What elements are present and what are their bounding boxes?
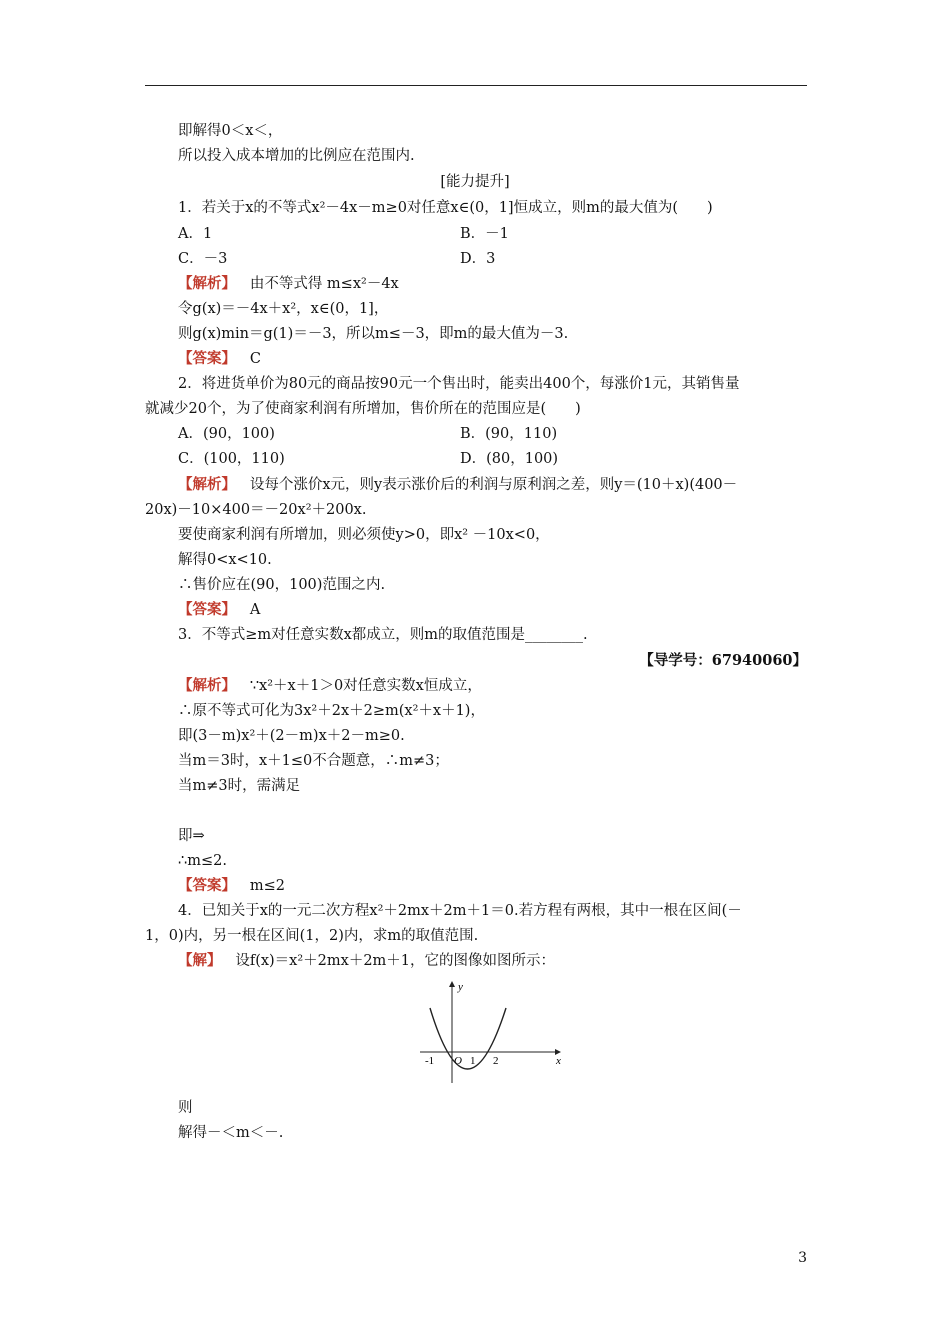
q2-stem-line1: 2．将进货单价为80元的商品按90元一个售出时，能卖出400个，每涨价1元，其销售量: [178, 376, 740, 392]
text-line: ∴售价应在(90，100)范围之内.: [178, 577, 386, 593]
analysis-text: 设每个涨价x元，则y表示涨价后的利润与原利润之差，则y＝(10＋x)(400－: [249, 477, 738, 493]
q1-option-c: C．－3: [178, 251, 228, 267]
text-line: 即解得0＜x＜，: [178, 123, 283, 139]
text-line: 当m≠3时，需满足: [178, 778, 301, 794]
text-line: 即(3－m)x²＋(2－m)x＋2－m≥0.: [178, 728, 405, 744]
analysis-tag: 【解析】: [178, 476, 236, 493]
text-line: 当m＝3时，x＋1≤0不合题意，∴m≠3；: [178, 753, 449, 769]
text-line: 要使商家利润有所增加，则必须使y>0，即x² －10x<0，: [178, 527, 550, 543]
text-line: 所以投入成本增加的比例应在范围内.: [178, 148, 415, 164]
text-line: 解得－＜m＜－.: [178, 1125, 284, 1141]
answer-tag: 【答案】: [178, 877, 236, 894]
page-number: 3: [798, 1250, 807, 1266]
q3-analysis: [178, 676, 482, 696]
text-line: 则: [178, 1100, 193, 1116]
header-rule: [145, 85, 807, 86]
q3-answer: [178, 876, 285, 896]
guide-number: 【导学号：67940060】: [639, 652, 807, 669]
answer-text: C: [249, 351, 261, 367]
analysis-tag: 【解析】: [178, 275, 236, 292]
q1-option-a: A．1: [178, 226, 213, 242]
text-line: ∴m≤2.: [178, 853, 227, 869]
q2-option-a: A．(90，100): [178, 426, 275, 442]
tick-label-neg1: -1: [425, 1055, 435, 1067]
parabola-graph: [420, 978, 570, 1088]
q2-option-c: C．(100，110): [178, 451, 285, 467]
section-title: [能力提升]: [440, 174, 510, 190]
analysis-text: 由不等式得 m≤x²－4x: [249, 276, 399, 292]
q2-answer: [178, 600, 260, 620]
q4-stem-line1: 4．已知关于x的一元二次方程x²＋2mx＋2m＋1＝0.若方程有两根，其中一根在区间(－: [178, 903, 742, 919]
x-axis-label: x: [556, 1055, 561, 1067]
solution-tag: 【解】: [178, 952, 222, 969]
answer-tag: 【答案】: [178, 350, 236, 367]
q4-solution: [178, 951, 555, 971]
q2-stem-line2: 就减少20个，为了使商家利润有所增加，售价所在的范围应是( ): [145, 401, 581, 417]
tick-label-1: 1: [470, 1055, 476, 1067]
text-line: 则g(x)min＝g(1)＝－3，所以m≤－3，即m的最大值为－3.: [178, 326, 569, 342]
y-axis-label: y: [458, 981, 463, 993]
q1-option-d: D．3: [460, 251, 496, 267]
q1-answer: [178, 349, 261, 369]
solution-text: 设f(x)＝x²＋2mx＋2m＋1，它的图像如图所示：: [235, 953, 556, 969]
q2-option-d: D．(80，100): [460, 451, 559, 467]
tick-label-2: 2: [493, 1055, 499, 1067]
text-line: ∴原不等式可化为3x²＋2x＋2≥m(x²＋x＋1)，: [178, 703, 485, 719]
q1-analysis: [178, 274, 399, 294]
q1-stem: 1．若关于x的不等式x²－4x－m≥0对任意x∈(0，1]恒成立，则m的最大值为( ): [178, 200, 713, 216]
answer-tag: 【答案】: [178, 601, 236, 618]
analysis-tag: 【解析】: [178, 677, 236, 694]
origin-label: O: [454, 1055, 462, 1067]
q2-option-b: B．(90，110): [460, 426, 558, 442]
text-line: 解得0<x<10.: [178, 552, 272, 568]
q3-stem: 3．不等式≥m对任意实数x都成立，则m的取值范围是________.: [178, 627, 588, 643]
text-line: 20x)－10×400＝－20x²＋200x.: [145, 502, 367, 518]
answer-text: m≤2: [249, 878, 285, 894]
analysis-text: ∵x²＋x＋1＞0对任意实数x恒成立，: [249, 678, 482, 694]
text-line: 令g(x)＝－4x＋x²，x∈(0，1]，: [178, 301, 389, 317]
q2-analysis: [178, 475, 737, 495]
answer-text: A: [249, 602, 261, 618]
text-line: 即⇒: [178, 828, 205, 844]
q1-option-b: B．－1: [460, 226, 509, 242]
q4-stem-line2: 1，0)内，另一根在区间(1，2)内，求m的取值范围.: [145, 928, 479, 944]
